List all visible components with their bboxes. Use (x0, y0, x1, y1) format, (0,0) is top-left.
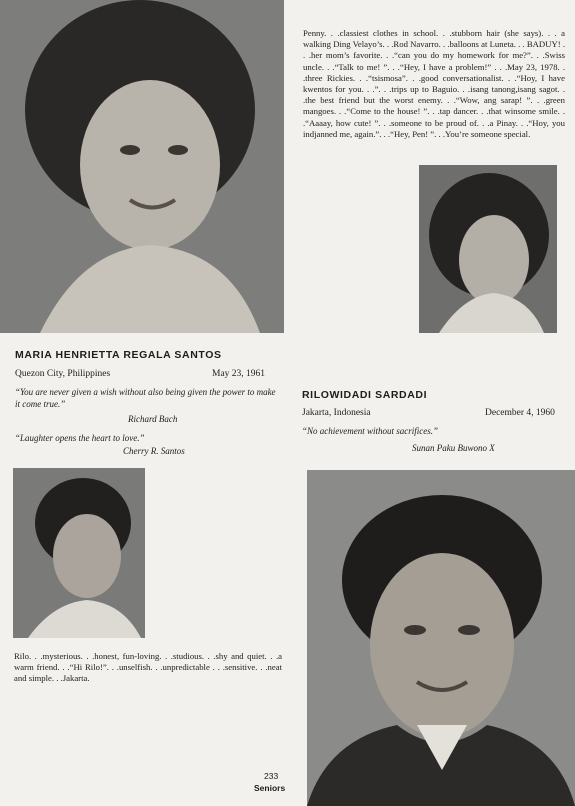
penny-blurb: Penny. . .classiest clothes in school. . .stubborn hair (she says). . . a walking Ding Velayo’s. . .Rod Navarro. . .balloons at Luneta. . . BADUY! . . .her mom’s favorite. . .“can you do my homework for me?”. . .Swiss uncle. . .“Talk to me! ”. . .“Hey, I have a problem!” . . .May 23, 1978. . .three Rickies. . .“tsismosa”. . .good conversationalist. . .“Hoy, I have kwentos for you. . .”. . .trips up to Baguio. . .isang tanong,isang sagot. . .the best friend but the worst enemy. . .“Wow, ang sarap! ”. . .green mangoes. . .“Come to the house! ”. . .tap dancer. . .that winsome smile. . .“Aaaay, how cute! ”. . .someone to be proud of. . .a Pinay. . .“Hoy, you indjanned me, again.”. . .“Hey, Pen! ”. . .You’re someone special. (303, 28, 565, 139)
santos-birthdate: May 23, 1961 (212, 369, 266, 379)
sardadi-quote: “No achievement without sacrifices.” (302, 426, 438, 436)
santos-quote-1: “You are never given a wish without also being given the power to make it come true.” (15, 387, 276, 409)
santos-birthplace: Quezon City, Philippines (15, 369, 111, 379)
santos-quote-2: “Laughter opens the heart to love.” (15, 433, 145, 443)
santos-name: MARIA HENRIETTA REGALA SANTOS (15, 349, 222, 361)
rilo-candid-photo (13, 468, 145, 638)
santos-quote-2-author: Cherry R. Santos (123, 446, 185, 456)
rilo-blurb: Rilo. . .mysterious. . .honest, fun-loving. . .studious. . .shy and quiet. . .a warm friend. . .“Hi Rilo!”. . .unselfish. . .unpredictable . . .sensitive. . .neat and simple. . .Jakarta. (14, 651, 282, 684)
page-number: 233 (264, 771, 279, 781)
santos-portrait-photo (0, 0, 284, 333)
section-label: Seniors (254, 783, 286, 793)
penny-candid-photo (419, 165, 557, 333)
sardadi-portrait-photo (307, 470, 575, 806)
sardadi-birthdate: December 4, 1960 (485, 408, 555, 418)
santos-quote-1-author: Richard Bach (128, 414, 178, 424)
sardadi-name: RILOWIDADI SARDADI (302, 389, 428, 401)
sardadi-quote-author: Sunan Paku Buwono X (412, 443, 495, 453)
sardadi-birthplace: Jakarta, Indonesia (302, 408, 371, 418)
